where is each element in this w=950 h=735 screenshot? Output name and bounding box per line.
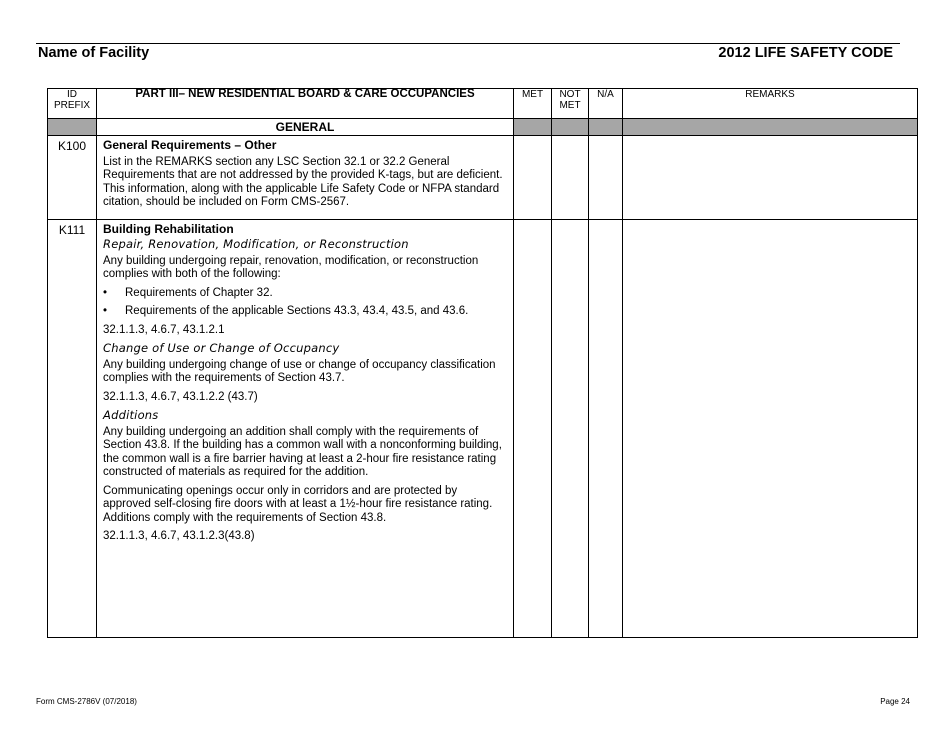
reference-2: 32.1.1.3, 4.6.7, 43.1.2.2 (43.7) <box>103 390 258 403</box>
reference-1: 32.1.1.3, 4.6.7, 43.1.2.1 <box>103 323 225 336</box>
subheading-change-of-use: Change of Use or Change of Occupancy <box>103 341 340 355</box>
subheading-additions: Additions <box>103 408 159 422</box>
k-tag-heading: Building Rehabilitation <box>103 221 234 236</box>
header-rule <box>36 43 900 44</box>
na-cell[interactable] <box>589 136 623 220</box>
bullet-text: Requirements of Chapter 32. <box>125 286 273 299</box>
na-header: N/A <box>589 89 623 119</box>
subheading-repair: Repair, Renovation, Modification, or Reconstruction <box>103 237 409 251</box>
remarks-cell[interactable] <box>623 219 918 637</box>
id-prefix-header <box>48 89 97 119</box>
not-met-line2: MET <box>559 100 581 111</box>
section-grey-notmet <box>552 119 589 136</box>
bullet-icon: • <box>103 305 108 317</box>
section-grey-na <box>589 119 623 136</box>
k-tag-heading: General Requirements – Other <box>103 138 277 152</box>
section-grey-met <box>514 119 552 136</box>
not-met-cell[interactable] <box>552 219 589 637</box>
bullet-item <box>103 305 507 319</box>
paragraph-communicating-openings: Communicating openings occur only in corridors and are protected by approved self-closing fire doors with at least a 1½-hour fire resistance rating. Additions comply with the requirements of Section 43.8. <box>103 484 493 524</box>
reference-3: 32.1.1.3, 4.6.7, 43.1.2.3(43.8) <box>103 530 255 542</box>
not-met-header <box>552 89 589 119</box>
table-header-row <box>48 89 918 119</box>
k-tag-content <box>97 136 514 220</box>
section-title: GENERAL <box>97 119 514 136</box>
remarks-header: REMARKS <box>623 89 918 119</box>
page-number: Page 24 <box>880 697 910 706</box>
remarks-cell[interactable] <box>623 136 918 220</box>
id-header-line2: PREFIX <box>53 100 91 111</box>
form-id: Form CMS-2786V (07/2018) <box>36 697 137 706</box>
table-row <box>48 219 918 637</box>
k-tag-id: K111 <box>48 219 97 637</box>
section-row <box>48 119 918 136</box>
paragraph-additions: Any building undergoing an addition shall comply with the requirements of Section 43.8. If the building has a common wall with a nonconforming building, the common wall is a fire barrier having at least a 2-hour fire resistance rating constructed of materials as required for the addition. <box>103 425 502 478</box>
met-header: MET <box>514 89 552 119</box>
k-tag-text: List in the REMARKS section any LSC Section 32.1 or 32.2 General Requirements that are not addressed by the provided K-tags, but are deficient. This information, along with the applicable Life Safety Code or NFPA standard citation, should be included on Form CMS-2567. <box>103 155 503 208</box>
k-tag-table <box>47 88 918 638</box>
na-cell[interactable] <box>589 219 623 637</box>
not-met-line1: NOT <box>559 89 581 100</box>
bullet-item <box>103 287 507 301</box>
bullet-text: Requirements of the applicable Sections 43.3, 43.4, 43.5, and 43.6. <box>125 305 469 317</box>
not-met-cell[interactable] <box>552 136 589 220</box>
table-row <box>48 136 918 220</box>
part-header: PART III– NEW RESIDENTIAL BOARD & CARE OCCUPANCIES <box>97 89 514 119</box>
id-header-line1: ID <box>67 89 77 100</box>
met-cell[interactable] <box>514 219 552 637</box>
bullet-icon: • <box>103 286 108 299</box>
facility-name-label: Name of Facility <box>38 45 150 61</box>
paragraph-repair: Any building undergoing repair, renovation, modification, or reconstruction complies with both of the following: <box>103 254 479 280</box>
paragraph-change-of-use: Any building undergoing change of use or change of occupancy classification complies with the requirements of Section 43.7. <box>103 358 496 384</box>
section-grey-remarks <box>623 119 918 136</box>
section-spacer <box>48 119 97 136</box>
met-cell[interactable] <box>514 136 552 220</box>
k-tag-content <box>97 219 514 637</box>
k-tag-id: K100 <box>48 136 97 220</box>
code-title: 2012 LIFE SAFETY CODE <box>718 45 893 61</box>
